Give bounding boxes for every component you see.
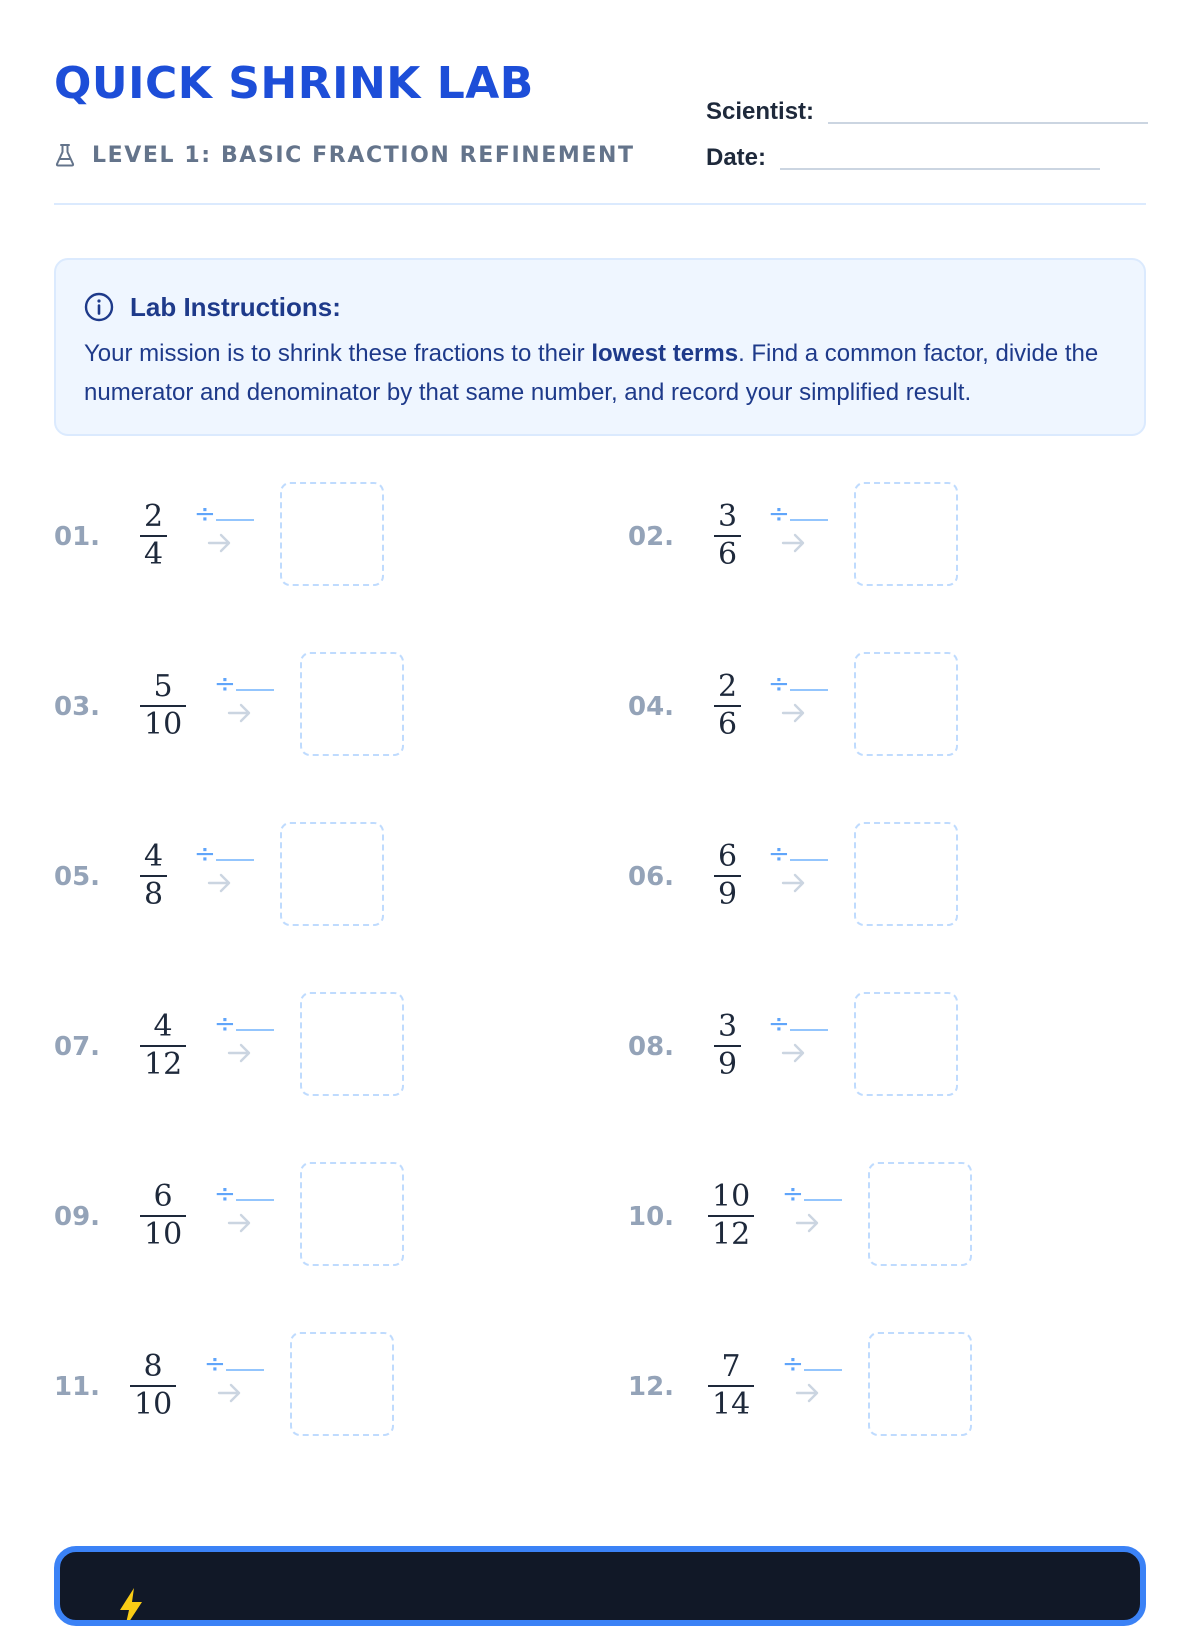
arrow-right-icon — [226, 1039, 254, 1067]
problem-number: 04. — [628, 692, 675, 722]
problem-item — [628, 1162, 1168, 1272]
arrow-right-icon — [794, 1379, 822, 1407]
fraction — [714, 840, 741, 912]
answer-box[interactable] — [868, 1332, 972, 1436]
fraction-denominator: 4 — [144, 537, 164, 572]
fraction — [130, 1350, 176, 1422]
problem-item — [628, 992, 1168, 1102]
fraction — [714, 670, 741, 742]
date-input-line[interactable] — [780, 168, 1100, 170]
arrow-right-icon — [780, 869, 808, 897]
divide-sign: ÷ — [768, 839, 790, 869]
instructions-text-end: . Find a common factor, divide the numerator and denominator by that same number, and record your simplified result. — [84, 340, 1099, 406]
fraction-denominator: 12 — [144, 1047, 183, 1082]
divide-sign: ÷ — [214, 1009, 236, 1039]
arrow-right-icon — [794, 1209, 822, 1237]
answer-box[interactable] — [854, 482, 958, 586]
instructions-text — [84, 334, 1116, 412]
page-title: QUICK SHRINK LAB — [54, 58, 534, 109]
instructions-box — [54, 258, 1146, 436]
divisor-blank[interactable] — [216, 519, 254, 521]
instructions-text-start: Your mission is to shrink these fractions to their — [84, 340, 592, 367]
fraction-denominator: 10 — [144, 707, 183, 742]
fraction-numerator: 4 — [144, 839, 164, 874]
arrow-right-icon — [780, 529, 808, 557]
answer-box[interactable] — [300, 1162, 404, 1266]
problem-number: 08. — [628, 1032, 675, 1062]
divisor-blank[interactable] — [790, 1029, 828, 1031]
answer-box[interactable] — [290, 1332, 394, 1436]
arrow-right-icon — [206, 529, 234, 557]
answer-box[interactable] — [300, 652, 404, 756]
divide-step — [204, 1349, 268, 1405]
fraction-numerator: 3 — [718, 1009, 738, 1044]
arrow-right-icon — [780, 1039, 808, 1067]
fraction-denominator: 10 — [144, 1217, 183, 1252]
fraction — [714, 1010, 741, 1082]
date-label: Date: — [706, 144, 767, 171]
fraction-numerator: 3 — [718, 499, 738, 534]
divide-sign: ÷ — [768, 669, 790, 699]
scientist-field — [706, 98, 1148, 126]
divisor-blank[interactable] — [790, 519, 828, 521]
divide-step — [194, 839, 258, 895]
problem-item — [54, 822, 594, 932]
instructions-text-bold: lowest terms — [591, 340, 739, 367]
answer-box[interactable] — [854, 992, 958, 1096]
divide-step — [782, 1349, 846, 1405]
problem-item — [54, 482, 594, 592]
problem-number: 11. — [54, 1372, 101, 1402]
problem-number: 07. — [54, 1032, 101, 1062]
problem-number: 09. — [54, 1202, 101, 1232]
problem-number: 02. — [628, 522, 675, 552]
fraction — [708, 1350, 754, 1422]
divide-sign: ÷ — [782, 1349, 804, 1379]
scientist-input-line[interactable] — [828, 122, 1148, 124]
divide-sign: ÷ — [194, 839, 216, 869]
divisor-blank[interactable] — [236, 1199, 274, 1201]
info-icon — [84, 292, 114, 322]
answer-box[interactable] — [280, 822, 384, 926]
fraction-denominator: 14 — [712, 1387, 751, 1422]
fraction-denominator: 12 — [712, 1217, 751, 1252]
divide-step — [214, 1009, 278, 1065]
divisor-blank[interactable] — [226, 1369, 264, 1371]
divide-step — [782, 1179, 846, 1235]
arrow-right-icon — [226, 699, 254, 727]
fraction — [140, 670, 186, 742]
fraction-numerator: 2 — [718, 669, 738, 704]
divide-sign: ÷ — [204, 1349, 226, 1379]
divide-sign: ÷ — [194, 499, 216, 529]
answer-box[interactable] — [300, 992, 404, 1096]
fraction — [140, 840, 167, 912]
lightning-icon — [116, 1588, 146, 1626]
worksheet-header — [54, 56, 1146, 205]
divide-step — [768, 669, 832, 725]
problem-number: 05. — [54, 862, 101, 892]
fraction-numerator: 4 — [153, 1009, 173, 1044]
divide-step — [768, 839, 832, 895]
instructions-heading — [84, 290, 1116, 324]
problem-item — [628, 652, 1168, 762]
problem-item — [628, 1332, 1168, 1442]
divisor-blank[interactable] — [236, 689, 274, 691]
problem-item — [628, 482, 1168, 592]
divide-sign: ÷ — [214, 669, 236, 699]
divide-sign: ÷ — [214, 1179, 236, 1209]
fraction-numerator: 6 — [153, 1179, 173, 1214]
problem-number: 12. — [628, 1372, 675, 1402]
problem-item — [54, 1332, 594, 1442]
problem-item — [628, 822, 1168, 932]
problem-item — [54, 1162, 594, 1272]
divide-sign: ÷ — [768, 1009, 790, 1039]
problem-number: 01. — [54, 522, 101, 552]
divide-step — [214, 1179, 278, 1235]
answer-box[interactable] — [854, 822, 958, 926]
divide-step — [194, 499, 258, 555]
fraction-numerator: 5 — [153, 669, 173, 704]
problem-item — [54, 992, 594, 1102]
level-subtitle-text: LEVEL 1: BASIC FRACTION REFINEMENT — [92, 142, 635, 168]
divisor-blank[interactable] — [804, 1199, 842, 1201]
fraction-denominator: 10 — [134, 1387, 173, 1422]
answer-box[interactable] — [854, 652, 958, 756]
fraction-denominator: 6 — [718, 537, 738, 572]
instructions-title: Lab Instructions: — [130, 291, 341, 322]
flask-icon — [54, 143, 76, 167]
fraction-denominator: 9 — [718, 877, 738, 912]
fraction-numerator: 2 — [144, 499, 164, 534]
divide-step — [768, 1009, 832, 1065]
fraction — [140, 500, 167, 572]
divisor-blank[interactable] — [216, 859, 254, 861]
fraction-numerator: 8 — [143, 1349, 163, 1384]
level-subtitle — [54, 142, 635, 168]
fraction-denominator: 6 — [718, 707, 738, 742]
divisor-blank[interactable] — [790, 859, 828, 861]
divide-step — [214, 669, 278, 725]
fraction-denominator: 9 — [718, 1047, 738, 1082]
arrow-right-icon — [226, 1209, 254, 1237]
problem-number: 03. — [54, 692, 101, 722]
divide-step — [768, 499, 832, 555]
fraction-denominator: 8 — [144, 877, 164, 912]
fraction-numerator: 7 — [721, 1349, 741, 1384]
fraction — [140, 1010, 186, 1082]
answer-box[interactable] — [280, 482, 384, 586]
divide-sign: ÷ — [768, 499, 790, 529]
divisor-blank[interactable] — [790, 689, 828, 691]
divisor-blank[interactable] — [236, 1029, 274, 1031]
scientist-label: Scientist: — [706, 98, 815, 125]
problem-number: 10. — [628, 1202, 675, 1232]
divide-sign: ÷ — [782, 1179, 804, 1209]
fraction-numerator: 10 — [712, 1179, 751, 1214]
arrow-right-icon — [216, 1379, 244, 1407]
answer-box[interactable] — [868, 1162, 972, 1266]
fraction — [714, 500, 741, 572]
divisor-blank[interactable] — [804, 1369, 842, 1371]
problem-number: 06. — [628, 862, 675, 892]
date-field — [706, 144, 1100, 172]
arrow-right-icon — [206, 869, 234, 897]
fraction — [708, 1180, 754, 1252]
problem-item — [54, 652, 594, 762]
bottom-banner — [54, 1546, 1146, 1626]
arrow-right-icon — [780, 699, 808, 727]
fraction-numerator: 6 — [718, 839, 738, 874]
fraction — [140, 1180, 186, 1252]
